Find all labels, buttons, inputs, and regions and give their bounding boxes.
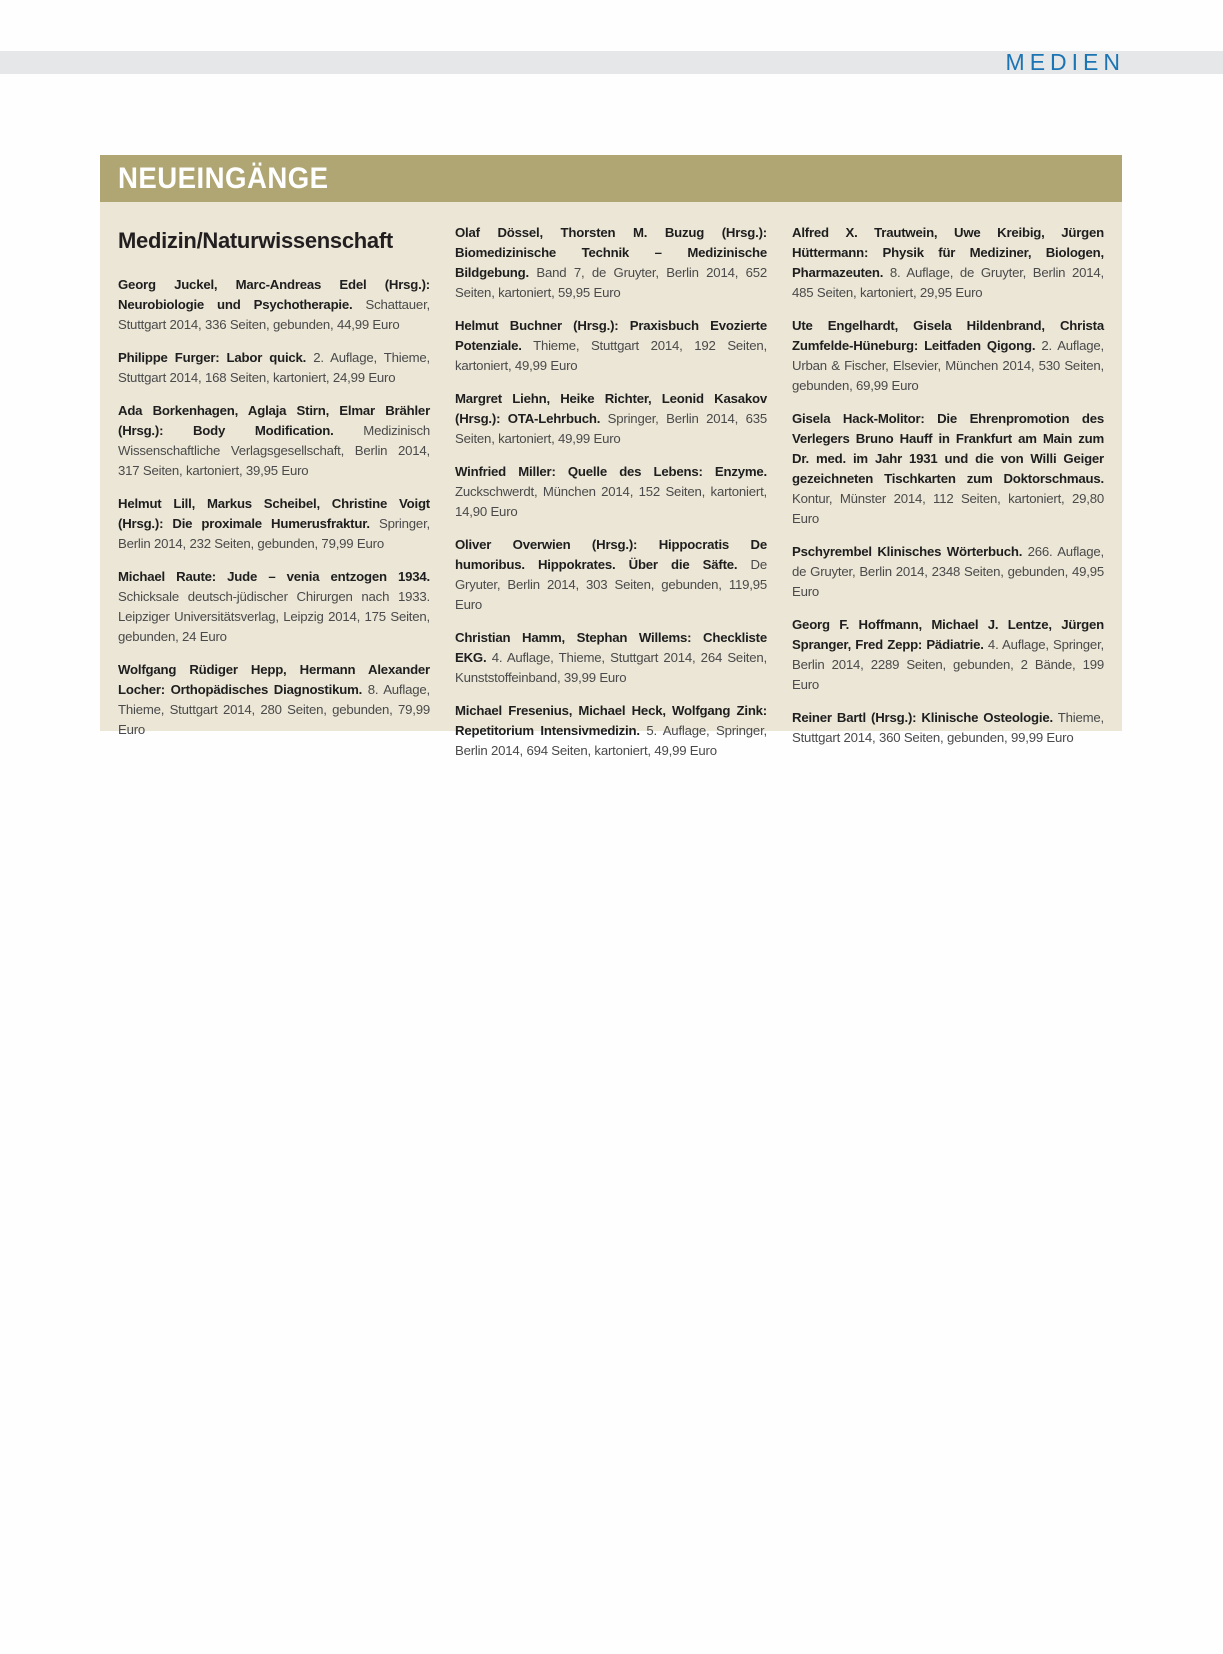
book-author-title: Ute Engelhardt, Gisela Hildenbrand, Christa Zumfelde-Hüneburg: Leitfaden Qigong. xyxy=(792,318,1104,353)
book-details: Springer, Berlin 2014, 232 Seiten, gebunden, 79,99 Euro xyxy=(118,516,430,551)
new-arrivals-box xyxy=(100,155,1122,758)
column-2 xyxy=(455,223,767,774)
book-entry xyxy=(792,316,1104,396)
book-entry xyxy=(118,401,430,481)
book-entry xyxy=(455,701,767,761)
book-details: De Gryuter, Berlin 2014, 303 Seiten, gebunden, 119,95 Euro xyxy=(455,557,768,612)
book-details: 5. Auflage, Springer, Berlin 2014, 694 Seiten, kartoniert, 49,99 Euro xyxy=(455,723,767,758)
book-details: 8. Auflage, de Gruyter, Berlin 2014, 485 Seiten, kartoniert, 29,95 Euro xyxy=(792,265,1104,300)
book-details: Kontur, Münster 2014, 112 Seiten, kartoniert, 29,80 Euro xyxy=(792,491,1104,526)
book-details: 266. Auflage, de Gruyter, Berlin 2014, 2348 Seiten, gebunden, 49,95 Euro xyxy=(792,544,1105,599)
book-author-title: Philippe Furger: Labor quick. xyxy=(118,350,307,365)
column-1 xyxy=(118,222,430,753)
book-author-title: Helmut Buchner (Hrsg.): Praxisbuch Evozierte Potenziale. xyxy=(455,318,767,353)
book-details: Zuckschwerdt, München 2014, 152 Seiten, kartoniert, 14,90 Euro xyxy=(455,484,767,519)
column-3 xyxy=(792,223,1104,761)
book-author-title: Pschyrembel Klinisches Wörterbuch. xyxy=(792,544,1023,559)
book-author-title: Michael Fresenius, Michael Heck, Wolfgang Zink: Repetitorium Intensivmedizin. xyxy=(455,703,767,738)
book-entry xyxy=(455,223,767,303)
book-author-title: Wolfgang Rüdiger Hepp, Hermann Alexander Locher: Orthopädisches Diagnostikum. xyxy=(118,662,430,697)
book-details: Band 7, de Gruyter, Berlin 2014, 652 Seiten, kartoniert, 59,95 Euro xyxy=(455,265,767,300)
book-entry xyxy=(792,542,1104,602)
book-author-title: Helmut Lill, Markus Scheibel, Christine Voigt (Hrsg.): Die proximale Humerusfraktur. xyxy=(118,496,430,531)
book-details: Medizinisch Wissenschaftliche Verlagsgesellschaft, Berlin 2014, 317 Seiten, kartoniert, 39,95 Euro xyxy=(118,423,430,478)
book-details: Springer, Berlin 2014, 635 Seiten, kartoniert, 49,99 Euro xyxy=(455,411,768,446)
book-details: Schicksale deutsch-jüdischer Chirurgen nach 1933. Leipziger Universitätsverlag, Leipzig 2014, 175 Seiten, gebunden, 24 Euro xyxy=(118,589,430,644)
book-entry xyxy=(792,223,1104,303)
book-author-title: Olaf Dössel, Thorsten M. Buzug (Hrsg.): Biomedizinische Technik – Medizinische Bildgebung. xyxy=(455,225,767,280)
book-entry xyxy=(118,275,430,335)
book-entry xyxy=(792,615,1104,695)
book-entry xyxy=(792,409,1104,529)
book-details: 4. Auflage, Thieme, Stuttgart 2014, 264 Seiten, Kunststoffeinband, 39,99 Euro xyxy=(455,650,767,685)
book-entry xyxy=(118,660,430,740)
book-author-title: Christian Hamm, Stephan Willems: Checkliste EKG. xyxy=(455,630,767,665)
book-author-title: Ada Borkenhagen, Aglaja Stirn, Elmar Brähler (Hrsg.): Body Modification. xyxy=(118,403,430,438)
book-details: 8. Auflage, Thieme, Stuttgart 2014, 280 Seiten, gebunden, 79,99 Euro xyxy=(118,682,430,737)
book-entry xyxy=(455,628,767,688)
book-details: Schattauer, Stuttgart 2014, 336 Seiten, gebunden, 44,99 Euro xyxy=(118,297,430,332)
book-author-title: Reiner Bartl (Hrsg.): Klinische Osteologie. xyxy=(792,710,1053,725)
book-author-title: Georg Juckel, Marc-Andreas Edel (Hrsg.): Neurobiologie und Psychotherapie. xyxy=(118,277,430,312)
book-author-title: Gisela Hack-Molitor: Die Ehrenpromotion des Verlegers Bruno Hauff in Frankfurt am Main zum Dr. med. im Jahr 1931 und die von Willi Geiger gezeichneten Tischkarten zum Doktorschmaus. xyxy=(792,411,1104,486)
book-author-title: Georg F. Hoffmann, Michael J. Lentze, Jürgen Spranger, Fred Zepp: Pädiatrie. xyxy=(792,617,1104,652)
book-author-title: Margret Liehn, Heike Richter, Leonid Kasakov (Hrsg.): OTA-Lehrbuch. xyxy=(455,391,767,426)
book-details: Thieme, Stuttgart 2014, 360 Seiten, gebunden, 99,99 Euro xyxy=(792,710,1104,745)
book-entry xyxy=(118,494,430,554)
book-entry xyxy=(118,567,430,647)
box-title: NEUEINGÄNGE xyxy=(118,162,329,195)
book-entry xyxy=(455,389,767,449)
category-heading: Medizin/Naturwissenschaft xyxy=(118,228,393,253)
book-author-title: Alfred X. Trautwein, Uwe Kreibig, Jürgen Hüttermann: Physik für Mediziner, Biologen, Pharmazeuten. xyxy=(792,225,1104,280)
book-details: 4. Auflage, Springer, Berlin 2014, 2289 Seiten, gebunden, 2 Bände, 199 Euro xyxy=(792,637,1104,692)
book-author-title: Michael Raute: Jude – venia entzogen 1934. xyxy=(118,569,430,584)
book-details: 2. Auflage, Urban & Fischer, Elsevier, München 2014, 530 Seiten, gebunden, 69,99 Euro xyxy=(792,338,1104,393)
book-author-title: Oliver Overwien (Hrsg.): Hippocratis De humoribus. Hippokrates. Über die Säfte. xyxy=(455,537,767,572)
book-entry xyxy=(455,535,767,615)
book-author-title: Winfried Miller: Quelle des Lebens: Enzyme. xyxy=(455,464,767,479)
book-details: 2. Auflage, Thieme, Stuttgart 2014, 168 Seiten, kartoniert, 24,99 Euro xyxy=(118,350,430,385)
book-entry xyxy=(792,708,1104,748)
book-entry xyxy=(118,348,430,388)
section-label: MEDIEN xyxy=(1005,49,1125,75)
box-header xyxy=(100,155,1122,202)
book-entry xyxy=(455,462,767,522)
book-details: Thieme, Stuttgart 2014, 192 Seiten, kartoniert, 49,99 Euro xyxy=(455,338,767,373)
book-entry xyxy=(455,316,767,376)
